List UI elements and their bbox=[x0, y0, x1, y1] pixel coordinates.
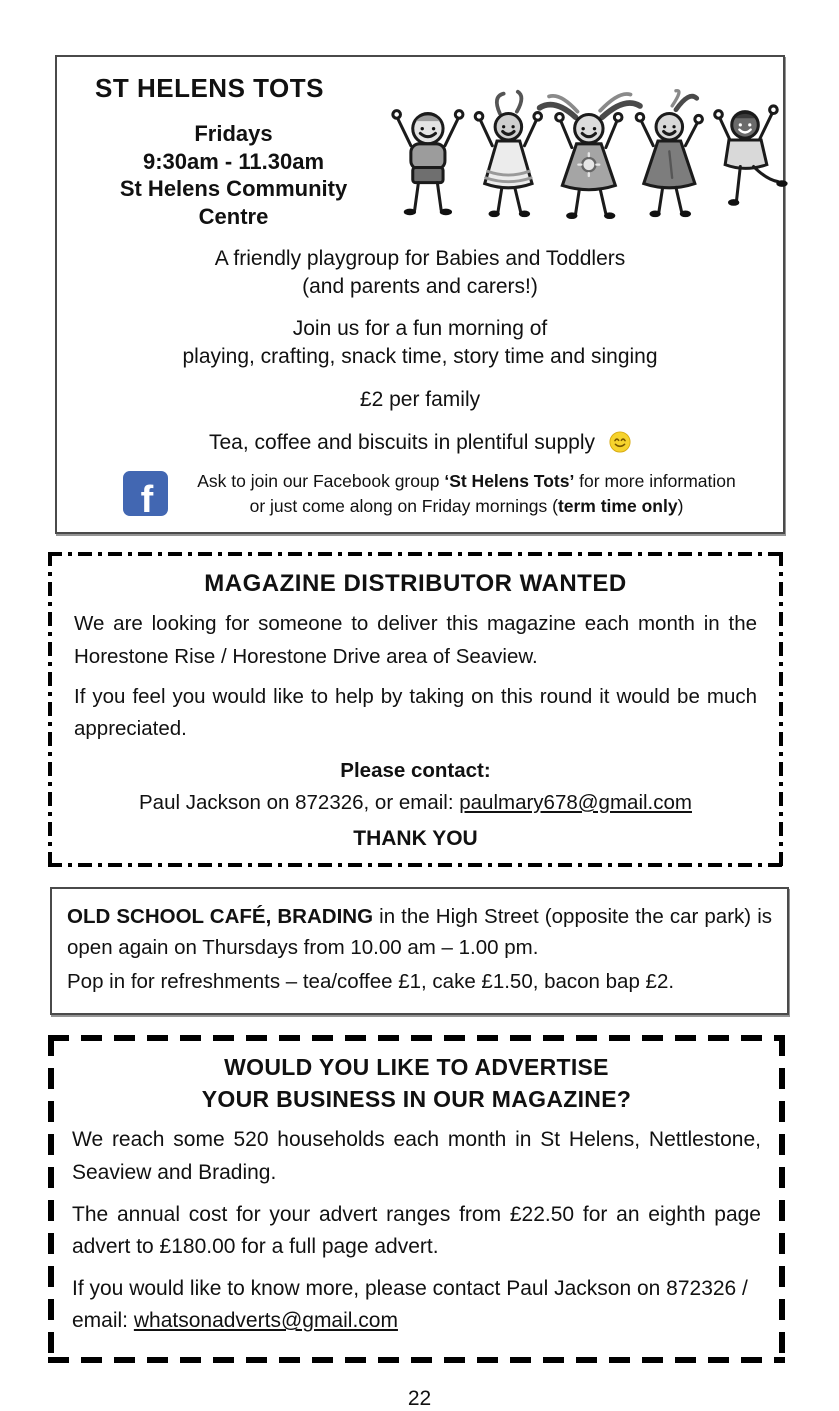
tots-refreshments bbox=[71, 429, 769, 457]
tots-refreshments-text: Tea, coffee and biscuits in plentiful supply bbox=[208, 430, 596, 454]
advertise-box bbox=[48, 1035, 785, 1363]
tots-schedule-venue: St Helens Community Centre bbox=[119, 176, 348, 229]
clipart-child-2 bbox=[475, 92, 541, 217]
tots-schedule-day: Fridays bbox=[194, 121, 273, 146]
advertise-para1: We reach some 520 households each month in St Helens, Nettlestone, Seaview and Brading. bbox=[72, 1128, 761, 1184]
facebook-icon bbox=[123, 471, 168, 522]
clipart-child-5 bbox=[715, 106, 788, 206]
svg-text:f: f bbox=[140, 479, 154, 522]
advertise-title-line2: YOUR BUSINESS IN OUR MAGAZINE? bbox=[201, 1086, 632, 1113]
distributor-thanks: THANK YOU bbox=[353, 826, 478, 850]
tots-activities-line1: Join us for a fun morning of bbox=[292, 317, 548, 341]
facebook-note-line2-post: ) bbox=[677, 495, 684, 516]
cafe-line2: Pop in for refreshments – tea/coffee £1, cake £1.50, bacon bap £2. bbox=[67, 970, 675, 994]
distributor-contact-pre: Paul Jackson on 872326, or email: bbox=[139, 790, 460, 814]
facebook-row bbox=[71, 469, 769, 522]
facebook-note-line1-pre: Ask to join our Facebook group bbox=[197, 471, 445, 492]
dancing-children-clipart bbox=[376, 65, 796, 229]
tots-schedule bbox=[106, 120, 361, 230]
distributor-title: MAGAZINE DISTRIBUTOR WANTED bbox=[204, 570, 627, 598]
advertise-title bbox=[72, 1051, 761, 1115]
cafe-name: OLD SCHOOL CAFÉ, BRADING bbox=[67, 904, 374, 928]
tots-header-left bbox=[71, 65, 376, 230]
cafe-notice-box bbox=[50, 887, 789, 1015]
facebook-note-term-time: term time only bbox=[557, 495, 678, 516]
facebook-note-line2 bbox=[168, 494, 765, 519]
facebook-group-name: ‘St Helens Tots’ bbox=[444, 471, 575, 492]
page-number: 22 bbox=[407, 1386, 432, 1410]
tots-intro-line2: (and parents and carers!) bbox=[302, 274, 538, 298]
clipart-child-3 bbox=[540, 94, 640, 219]
advertise-para2: The annual cost for your advert ranges from £22.50 for an eighth page advert to £180.00 for a full page advert. bbox=[72, 1202, 761, 1259]
distributor-para2: If you feel you would like to help by taking on this round it would be much appreciated. bbox=[74, 685, 757, 741]
facebook-note-line1 bbox=[168, 469, 765, 494]
advertise-para3-pre: If you would like to know more, please contact Paul Jackson on 872326 / email: bbox=[72, 1276, 748, 1333]
tots-title: ST HELENS TOTS bbox=[95, 73, 324, 103]
tots-price: £2 per family bbox=[359, 387, 481, 411]
cafe-line1-rest: in the High Street (opposite the car park) is open again on Thursdays from 10.00 am – 1.00 pm. bbox=[67, 904, 772, 959]
tots-header bbox=[71, 65, 769, 230]
tots-intro-line1: A friendly playgroup for Babies and Toddlers bbox=[214, 247, 626, 270]
facebook-note-line1-post: for more information bbox=[574, 471, 736, 492]
clipart-child-4 bbox=[636, 91, 702, 218]
tots-schedule-time: 9:30am - 11.30am bbox=[142, 148, 325, 174]
tots-activities bbox=[71, 315, 769, 370]
distributor-wanted-box bbox=[48, 552, 783, 867]
tots-advert-box bbox=[55, 55, 785, 534]
clipart-child-1 bbox=[393, 111, 463, 216]
distributor-contact-label: Please contact: bbox=[340, 758, 491, 782]
facebook-note-line2-pre: or just come along on Friday mornings ( bbox=[249, 495, 558, 516]
cafe-line1 bbox=[67, 902, 772, 964]
smiley-face-icon bbox=[609, 431, 631, 453]
tots-intro bbox=[71, 245, 769, 300]
advertise-para3 bbox=[72, 1273, 761, 1338]
distributor-contact-line bbox=[74, 791, 757, 815]
advertise-email-link[interactable]: whatsonadverts@gmail.com bbox=[133, 1309, 398, 1333]
tots-activities-line2: playing, crafting, snack time, story time and singing bbox=[182, 345, 658, 369]
distributor-para1: We are looking for someone to deliver this magazine each month in the Horestone Rise / Horestone Drive area of Seaview. bbox=[74, 612, 757, 668]
facebook-note bbox=[168, 469, 769, 518]
distributor-email-link[interactable]: paulmary678@gmail.com bbox=[459, 790, 692, 814]
advertise-title-line1: WOULD YOU LIKE TO ADVERTISE bbox=[224, 1054, 609, 1081]
